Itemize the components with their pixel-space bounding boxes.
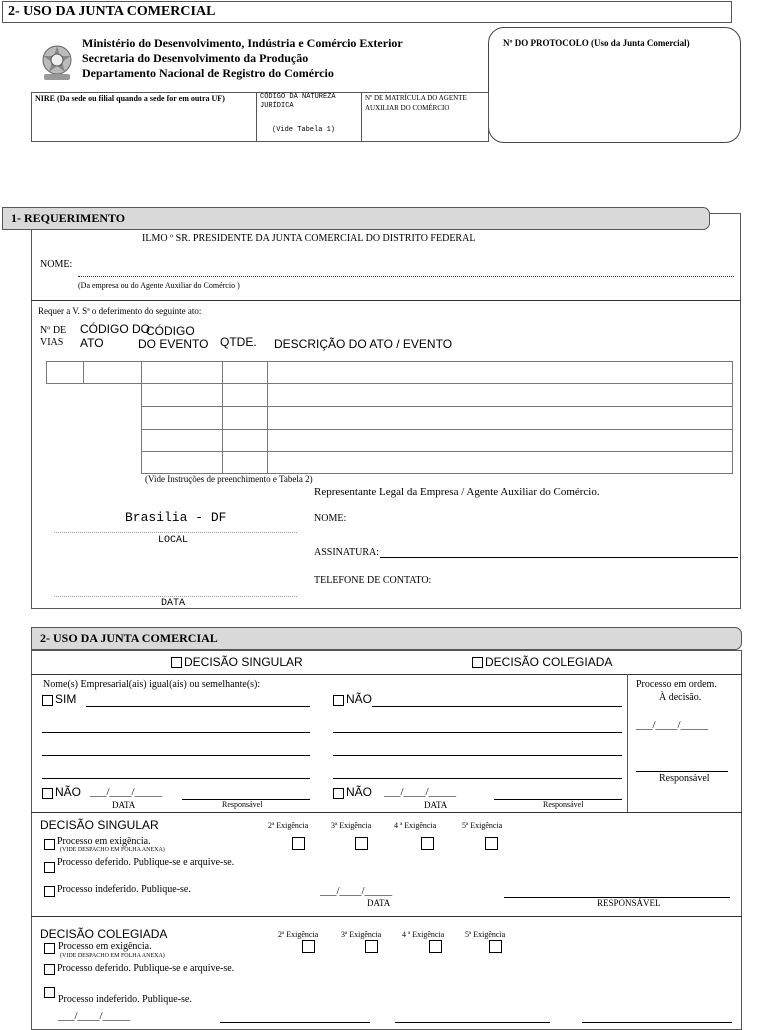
proc-deferido-b-label: Processo deferido. Publique-se e arquive-se. [57,963,235,974]
col-evento-1: CÓDIGO [146,324,195,338]
divider [31,300,741,301]
colegiada-line[interactable] [582,1022,732,1023]
rep-name-label: NOME: [314,513,347,524]
name-line[interactable] [42,755,310,756]
col-descricao: DESCRIÇÃO DO ATO / EVENTO [274,337,453,351]
decision-responsavel-label: RESPONSÁVEL [597,898,661,908]
divider [31,812,742,813]
table-col-divider [222,361,223,474]
coat-of-arms-icon [36,40,78,86]
name-note: (Da empresa ou do Agente Auxiliar do Comércio ) [78,281,240,290]
nao-checkbox[interactable] [333,695,344,706]
exig2-checkbox[interactable] [292,837,305,850]
decisao-singular-checkbox[interactable] [171,657,182,668]
exig5-checkbox[interactable] [485,837,498,850]
proc-deferido-checkbox[interactable] [44,862,55,873]
uso-junta-header [31,627,742,650]
col-ato-header [80,322,151,350]
decisao-colegiada-label: DECISÃO COLEGIADA [485,655,613,669]
nao-checkbox-left[interactable] [42,788,53,799]
responsavel-label-right: Responsável [543,800,584,809]
vide-despacho: (VIDE DESPACHO EM FOLHA ANEXA) [60,847,165,853]
phone-label: TELEFONE DE CONTATO: [314,575,432,586]
date-label: DATA [161,598,186,609]
exig4-checkbox[interactable] [421,837,434,850]
exig3b-checkbox[interactable] [365,940,378,953]
divider [627,674,628,812]
exig5b-label: 5ª Exigência [465,930,506,939]
nao-label-left: NÃO [55,785,82,799]
decisao-singular-title: DECISÃO SINGULAR [40,818,159,832]
divider [31,674,742,675]
ministry-line-3: Departamento Nacional de Registro do Comércio [82,66,334,80]
decisao-colegiada-title: DECISÃO COLEGIADA [40,927,168,941]
proc-indeferido-label: Processo indeferido. Publique-se. [57,884,191,895]
uso-junta-title: 2- USO DA JUNTA COMERCIAL [40,631,218,645]
col-vias-1: Nº DE [40,325,67,336]
addressee: ILMO º SR. PRESIDENTE DA JUNTA COMERCIAL DO DISTRITO FEDERAL [142,233,476,244]
decisao-singular-label: DECISÃO SINGULAR [184,655,303,669]
cell-vias[interactable] [46,361,84,384]
date-blank-ordem[interactable]: ___/____/_____ [636,719,709,731]
top-section-title: 2- USO DA JUNTA COMERCIAL [8,4,216,19]
data-label-left: DATA [112,800,136,810]
requerimento-header [2,207,710,230]
divider [31,916,742,917]
name-line[interactable] [42,778,310,779]
ministry-line-1: Ministério do Desenvolvimento, Indústria e Comércio Exterior [82,36,403,50]
cell-ato[interactable] [83,361,142,384]
nire-label: NIRE (Da sede ou filial quando a sede for em outra UF) [35,94,225,103]
date-input[interactable] [54,596,297,597]
matricula-label-2: AUXILIAR DO COMÉRCIO [365,104,450,112]
table-note: (Vide Instruções de preenchimento e Tabela 2) [145,474,313,484]
data-label-right: DATA [424,800,448,810]
name-line[interactable] [333,778,622,779]
signature-label: ASSINATURA: [314,547,380,558]
decision-date-label: DATA [367,898,391,908]
representative-label: Representante Legal da Empresa / Agente Auxiliar do Comércio. [314,486,600,498]
exig2b-label: 2ª Exigência [278,930,319,939]
responsavel-label-left: Responsável [222,800,263,809]
processo-ordem-2: À decisão. [659,692,702,703]
decision-date-blank[interactable]: ___/____/_____ [320,885,393,897]
decisao-colegiada-checkbox[interactable] [472,657,483,668]
names-question: Nome(s) Empresarial(ais) igual(ais) ou semelhante(s): [43,679,261,690]
proc-indeferido-b-checkbox[interactable] [44,987,55,998]
vide-despacho-b: (VIDE DESPACHO EM FOLHA ANEXA) [60,953,165,959]
col-ato-2: ATO [80,336,104,350]
date-blank-right[interactable]: ___/____/_____ [384,786,457,798]
table-row-divider [46,383,733,384]
exig4b-checkbox[interactable] [429,940,442,953]
colegiada-line[interactable] [395,1022,550,1023]
table-row-divider [141,406,733,407]
name-input[interactable] [78,276,734,277]
ministry-line-2: Secretaria do Desenvolvimento da Produção [82,51,309,65]
signature-input[interactable] [380,557,738,558]
col-evento-2: DO EVENTO [138,337,209,351]
proc-indeferido-checkbox[interactable] [44,886,55,897]
local-line [54,532,297,533]
exig2-label: 2ª Exigência [268,821,309,830]
name-line[interactable] [372,706,622,707]
exig3b-label: 3ª Exigência [341,930,382,939]
processo-ordem-1: Processo em ordem. [636,679,717,690]
requerimento-title: 1- REQUERIMENTO [11,211,126,225]
request-text: Requer a V. Sª o deferimento do seguinte ato: [38,306,202,316]
name-line[interactable] [333,732,622,733]
responsavel-ordem: Responsável [659,773,710,784]
table-row-divider [141,451,733,452]
proc-exigencia-label: Processo em exigência. [57,836,151,847]
proc-indeferido-b-label: Processo indeferido. Publique-se. [58,994,192,1005]
date-blank-left[interactable]: ___/____/_____ [90,786,163,798]
proc-exigencia-b-checkbox[interactable] [44,943,55,954]
proc-exigencia-b-label: Processo em exigência. [58,941,152,952]
sim-checkbox[interactable] [42,695,53,706]
colegiada-line[interactable] [220,1022,370,1023]
matricula-label-1: Nº DE MATRÍCULA DO AGENTE [365,94,467,102]
exig4-label: 4 ª Exigência [394,821,437,830]
natureza-note: (Vide Tabela 1) [272,126,336,134]
nao-label-right: NÃO [346,785,373,799]
city-value: Brasilia - DF [125,510,227,525]
proc-deferido-label: Processo deferido. Publique-se e arquive-se. [57,857,235,868]
exig3-label: 3ª Exigência [331,821,372,830]
name-line[interactable] [333,755,622,756]
natureza-label-2: JURÍDICA [260,102,294,110]
event-table [141,361,733,474]
name-label: NOME: [40,259,73,270]
nao-label: NÃO [346,692,373,706]
col-vias-2: VIAS [40,337,64,348]
sim-label: SIM [55,692,77,706]
responsavel-line-ordem[interactable] [636,771,728,772]
exig4b-label: 4 ª Exigência [402,930,445,939]
col-qtde: QTDE. [220,335,257,349]
protocol-label: Nº DO PROTOCOLO (Uso da Junta Comercial) [503,38,690,48]
col-ato-1: CÓDIGO DO [80,322,151,336]
natureza-label-1: CÓDIGO DA NATUREZA [260,93,336,101]
exig3-checkbox[interactable] [355,837,368,850]
proc-deferido-b-checkbox[interactable] [44,964,55,975]
exig2b-checkbox[interactable] [302,940,315,953]
name-line[interactable] [42,732,310,733]
local-label: LOCAL [158,535,189,546]
exig5-label: 5ª Exigência [462,821,503,830]
name-line[interactable] [86,706,310,707]
table-col-divider [267,361,268,474]
colegiada-date-blank[interactable]: ___/____/_____ [58,1010,131,1022]
exig5b-checkbox[interactable] [489,940,502,953]
table-row-divider [141,429,733,430]
nao-checkbox-right[interactable] [333,788,344,799]
proc-exigencia-checkbox[interactable] [44,839,55,850]
